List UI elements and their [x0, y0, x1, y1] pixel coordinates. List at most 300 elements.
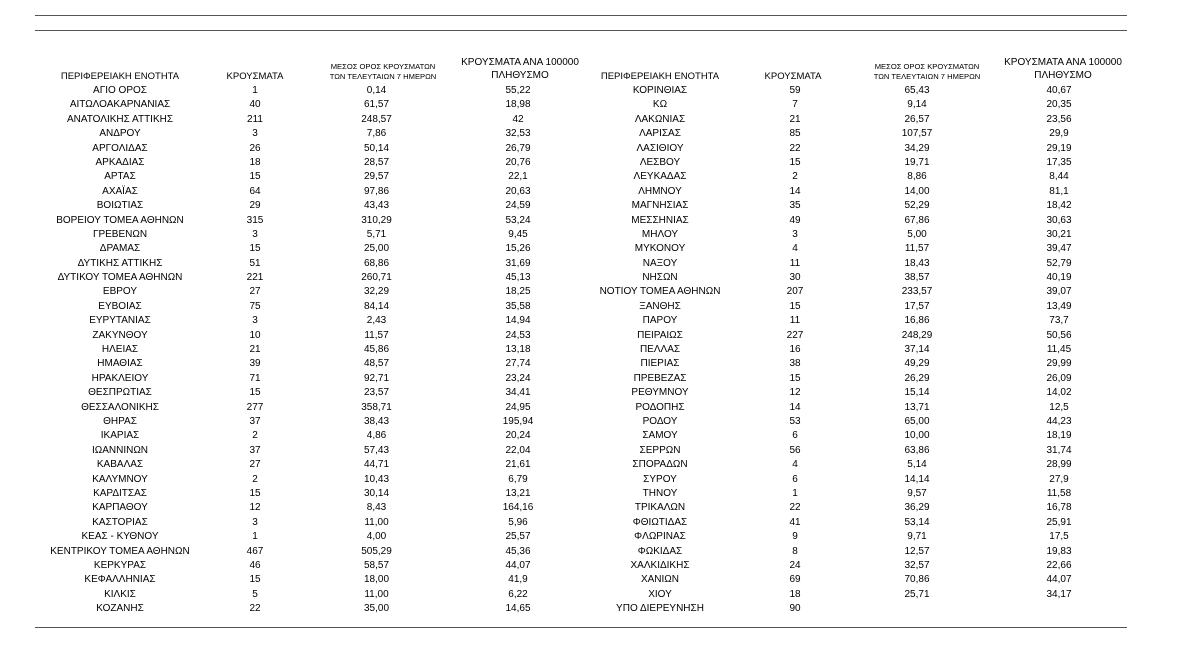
per100k-cell: 195,94 [502, 415, 534, 427]
table-row [35, 257, 588, 271]
cases-cell: 10 [249, 329, 261, 341]
avg7-cell: 38,57 [904, 272, 930, 284]
cases-cell: 211 [247, 113, 263, 125]
avg7-cell: 36,29 [904, 502, 930, 514]
cases-cell: 3 [252, 315, 258, 327]
cases-cell: 3 [252, 128, 258, 140]
per100k-cell: 53,24 [505, 214, 531, 226]
cases-cell: 59 [789, 85, 801, 96]
cases-cell: 29 [249, 200, 261, 212]
avg7-cell: 15,14 [904, 387, 930, 399]
region-cell: ΘΕΣΠΡΩΤΙΑΣ [88, 387, 152, 399]
avg7-cell: 11,57 [364, 329, 389, 341]
region-cell: ΚΑΒΑΛΑΣ [96, 459, 144, 471]
region-cell: ΦΩΚΙΔΑΣ [637, 545, 683, 557]
per100k-cell: 14,02 [1046, 387, 1072, 399]
region-cell: ΚΕΡΚΥΡΑΣ [93, 559, 147, 571]
bottom-rule [35, 627, 1127, 628]
region-cell: ΧΙΟΥ [648, 588, 672, 600]
table-row [575, 516, 1129, 530]
region-cell: ΑΡΚΑΔΙΑΣ [95, 156, 145, 168]
per100k-cell: 19,83 [1046, 545, 1072, 557]
per100k-cell: 27,74 [505, 358, 531, 370]
avg7-cell: 44,71 [363, 459, 390, 471]
cases-cell: 64 [249, 185, 261, 197]
avg7-cell: 26,29 [904, 372, 930, 384]
region-cell: ΛΑΡΙΣΑΣ [639, 128, 681, 140]
table-row [575, 444, 1129, 458]
per100k-cell: 40,19 [1046, 272, 1072, 284]
avg7-cell: 17,57 [904, 300, 930, 312]
table-row [575, 285, 1129, 299]
per100k-cell: 11,45 [1046, 344, 1072, 356]
cases-cell: 69 [789, 574, 801, 586]
cases-cell: 46 [249, 559, 261, 571]
table-row [575, 429, 1129, 443]
avg7-cell: 34,29 [904, 142, 930, 154]
table-row [575, 242, 1129, 256]
cases-cell: 26 [249, 142, 261, 154]
left-header-region: ΠΕΡΙΦΕΡΕΙΑΚΗ ΕΝΟΤΗΤΑ [60, 70, 180, 82]
cases-cell: 7 [792, 99, 798, 111]
region-cell: ΕΥΡΥΤΑΝΙΑΣ [89, 315, 151, 327]
left-header-avg7: ΜΕΣΟΣ ΟΡΟΣ ΚΡΟΥΣΜΑΤΩΝ ΤΩΝ ΤΕΛΕΥΤΑΙΩΝ 7 ΗΜΕΡΩΝ [329, 62, 437, 81]
per100k-cell: 29,9 [1049, 128, 1069, 140]
region-cell: ΒΟΙΩΤΙΑΣ [96, 200, 144, 212]
table-row [575, 113, 1129, 127]
cases-cell: 22 [789, 142, 801, 154]
left-table [35, 84, 588, 616]
region-cell: ΑΝΔΡΟΥ [99, 128, 141, 140]
per100k-cell: 18,42 [1046, 200, 1072, 212]
per100k-cell: 22,04 [505, 444, 531, 456]
cases-cell: 6 [792, 473, 798, 485]
avg7-cell: 9,57 [907, 487, 927, 499]
avg7-cell: 107,57 [901, 128, 933, 140]
avg7-cell: 35,00 [363, 603, 390, 615]
per100k-cell: 81,1 [1049, 185, 1069, 197]
cases-cell: 2 [792, 171, 798, 183]
avg7-cell: 5,14 [907, 459, 927, 471]
table-row [575, 127, 1129, 141]
table-row [35, 285, 588, 299]
avg7-cell: 19,71 [904, 156, 930, 168]
cases-cell: 315 [246, 214, 264, 226]
cases-cell: 15 [249, 171, 261, 183]
cases-cell: 1 [252, 531, 258, 543]
table-row [575, 602, 1129, 616]
avg7-cell: 68,86 [363, 257, 390, 269]
per100k-cell: 44,23 [1046, 415, 1072, 427]
region-cell: ΚΑΡΠΑΘΟΥ [92, 502, 148, 514]
cases-cell: 40 [249, 99, 261, 111]
avg7-cell: 18,43 [904, 257, 930, 269]
table-row [575, 401, 1129, 415]
avg7-cell: 48,57 [363, 358, 390, 370]
region-cell: ΘΗΡΑΣ [103, 415, 137, 427]
table-row [575, 487, 1129, 501]
table-row [575, 357, 1129, 371]
avg7-cell: 2,43 [366, 315, 387, 327]
table-row [35, 501, 588, 515]
region-cell: ΠΑΡΟΥ [642, 315, 678, 327]
cases-cell: 53 [789, 415, 801, 427]
per100k-cell: 73,7 [1049, 315, 1069, 327]
cases-cell: 1 [252, 85, 258, 96]
avg7-cell: 10,00 [904, 430, 930, 442]
region-cell: ΛΗΜΝΟΥ [638, 185, 682, 197]
region-cell: ΙΩΑΝΝΙΝΩΝ [91, 444, 149, 456]
table-row [35, 602, 588, 616]
table-row [35, 357, 588, 371]
region-cell: ΠΡΕΒΕΖΑΣ [633, 372, 687, 384]
table-row [575, 271, 1129, 285]
table-row [575, 257, 1129, 271]
region-cell: ΑΡΓΟΛΙΔΑΣ [92, 142, 148, 154]
table-row [575, 545, 1129, 559]
cases-cell: 15 [249, 487, 261, 499]
region-cell: ΡΟΔΟΥ [642, 415, 678, 427]
avg7-cell: 12,57 [904, 545, 930, 557]
per100k-cell: 14,94 [505, 315, 531, 327]
region-cell: ΗΡΑΚΛΕΙΟΥ [91, 372, 149, 384]
per100k-cell: 45,13 [505, 272, 531, 284]
table-row [35, 113, 588, 127]
per100k-cell: 5,96 [508, 516, 528, 528]
per100k-cell: 44,07 [505, 559, 531, 571]
region-cell: ΣΑΜΟΥ [642, 430, 678, 442]
per100k-cell: 24,95 [505, 401, 531, 413]
table-row [575, 84, 1129, 98]
per100k-cell: 6,79 [508, 473, 528, 485]
per100k-cell: 18,98 [505, 99, 531, 111]
region-cell: ΜΑΓΝΗΣΙΑΣ [631, 200, 689, 212]
region-cell: ΦΛΩΡΙΝΑΣ [634, 531, 686, 543]
region-cell: ΛΑΚΩΝΙΑΣ [634, 113, 686, 125]
per100k-cell: 25,91 [1046, 516, 1072, 528]
per100k-cell: 164,16 [502, 502, 534, 514]
avg7-cell: 4,00 [366, 531, 387, 543]
per100k-cell: 13,49 [1046, 300, 1072, 312]
cases-cell: 15 [789, 372, 801, 384]
per100k-cell: 9,45 [508, 228, 528, 240]
table-row [35, 314, 588, 328]
cases-cell: 3 [792, 228, 798, 240]
table-row [575, 343, 1129, 357]
per100k-cell: 20,35 [1046, 99, 1072, 111]
cases-cell: 51 [249, 257, 261, 269]
table-row [575, 473, 1129, 487]
cases-cell: 207 [786, 286, 804, 298]
cases-cell: 27 [249, 286, 261, 298]
region-cell: ΚΕΑΣ - ΚΥΘΝΟΥ [81, 531, 159, 543]
cases-cell: 41 [789, 516, 801, 528]
avg7-cell: 61,57 [363, 99, 390, 111]
avg7-cell: 70,86 [904, 574, 930, 586]
per100k-cell: 30,21 [1046, 228, 1072, 240]
region-cell: ΡΟΔΟΠΗΣ [635, 401, 685, 413]
per100k-cell: 26,09 [1046, 372, 1072, 384]
per100k-cell: 24,53 [505, 329, 531, 341]
cases-cell: 35 [789, 200, 801, 212]
avg7-cell: 18,00 [363, 574, 390, 586]
region-cell: ΚΑΡΔΙΤΣΑΣ [93, 487, 147, 499]
avg7-cell: 248,29 [901, 329, 933, 341]
region-cell: ΖΑΚΥΝΘΟΥ [92, 329, 148, 341]
avg7-cell: 8,43 [366, 502, 387, 514]
avg7-cell: 92,71 [363, 372, 390, 384]
region-cell: ΝΑΞΟΥ [642, 257, 678, 269]
cases-cell: 22 [249, 603, 261, 615]
per100k-cell: 39,47 [1046, 243, 1072, 255]
left-header-cases: ΚΡΟΥΣΜΑΤΑ [226, 70, 284, 82]
per100k-cell: 30,63 [1046, 214, 1072, 226]
cases-cell: 85 [789, 128, 801, 140]
per100k-cell: 44,07 [1046, 574, 1072, 586]
avg7-cell: 97,86 [363, 185, 390, 197]
per100k-cell: 20,63 [505, 185, 531, 197]
region-cell: ΤΗΝΟΥ [642, 487, 678, 499]
per100k-cell: 28,99 [1046, 459, 1072, 471]
table-row [35, 401, 588, 415]
per100k-cell: 22,1 [508, 171, 528, 183]
table-row [575, 199, 1129, 213]
cases-cell: 277 [246, 401, 264, 413]
per100k-cell: 22,66 [1046, 559, 1072, 571]
cases-cell: 1 [792, 487, 798, 499]
region-cell: ΝΟΤΙΟΥ ΤΟΜΕΑ ΑΘΗΝΩΝ [599, 286, 721, 298]
cases-cell: 22 [789, 502, 801, 514]
cases-cell: 30 [789, 272, 801, 284]
right-table [575, 84, 1129, 616]
region-cell: ΓΡΕΒΕΝΩΝ [92, 228, 148, 240]
right-header-per100k: ΚΡΟΥΣΜΑΤΑ ΑΝΑ 100000 ΠΛΗΘΥΣΜΟ [1004, 57, 1122, 81]
table-row [35, 98, 588, 112]
avg7-cell: 260,71 [361, 272, 392, 284]
avg7-cell: 0,14 [366, 85, 387, 96]
table-row [575, 559, 1129, 573]
table-row [575, 530, 1129, 544]
cases-cell: 14 [789, 401, 801, 413]
cases-cell: 3 [252, 228, 258, 240]
region-cell: ΠΕΙΡΑΙΩΣ [637, 329, 683, 341]
right-header-cases: ΚΡΟΥΣΜΑΤΑ [764, 70, 822, 82]
per100k-cell: 34,41 [505, 387, 531, 399]
cases-cell: 37 [249, 444, 261, 456]
cases-cell: 15 [249, 243, 261, 255]
region-cell: ΛΑΣΙΘΙΟΥ [636, 142, 684, 154]
region-cell: ΗΜΑΘΙΑΣ [97, 358, 143, 370]
region-cell: ΚΟΖΑΝΗΣ [96, 603, 144, 615]
cases-cell: 75 [249, 300, 261, 312]
avg7-cell: 43,43 [363, 200, 390, 212]
table-row [35, 170, 588, 184]
avg7-cell: 505,29 [361, 545, 392, 557]
avg7-cell: 11,00 [364, 588, 389, 600]
table-row [575, 386, 1129, 400]
region-cell: ΧΑΝΙΩΝ [640, 574, 680, 586]
cases-cell: 12 [789, 387, 801, 399]
per100k-cell: 23,56 [1046, 113, 1072, 125]
avg7-cell: 57,43 [363, 444, 390, 456]
avg7-cell: 50,14 [363, 142, 390, 154]
region-cell: ΥΠΟ ΔΙΕΡΕΥΝΗΣΗ [616, 603, 704, 615]
region-cell: ΒΟΡΕΙΟΥ ΤΟΜΕΑ ΑΘΗΝΩΝ [56, 214, 184, 226]
cases-cell: 11 [789, 315, 801, 327]
region-cell: ΕΒΡΟΥ [102, 286, 138, 298]
region-cell: ΚΩ [652, 99, 668, 111]
region-cell: ΚΕΝΤΡΙΚΟΥ ΤΟΜΕΑ ΑΘΗΝΩΝ [50, 545, 190, 557]
avg7-cell: 14,14 [904, 473, 930, 485]
region-cell: ΣΠΟΡΑΔΩΝ [632, 459, 688, 471]
cases-cell: 15 [249, 574, 261, 586]
table-row [575, 170, 1129, 184]
table-row [35, 386, 588, 400]
per100k-cell: 31,69 [505, 257, 531, 269]
avg7-cell: 26,57 [904, 113, 930, 125]
table-row [35, 559, 588, 573]
region-cell: ΔΡΑΜΑΣ [99, 243, 141, 255]
per100k-cell: 50,56 [1046, 329, 1072, 341]
cases-cell: 18 [789, 588, 801, 600]
avg7-cell: 32,57 [904, 559, 930, 571]
cases-cell: 227 [786, 329, 804, 341]
per100k-cell: 29,99 [1046, 358, 1072, 370]
per100k-cell: 42 [512, 113, 524, 125]
table-row [575, 185, 1129, 199]
per100k-cell: 21,61 [505, 459, 531, 471]
avg7-cell: 5,00 [907, 228, 927, 240]
table-row [35, 242, 588, 256]
avg7-cell: 45,86 [363, 344, 390, 356]
table-row [35, 487, 588, 501]
cases-cell: 21 [249, 344, 261, 356]
avg7-cell: 53,14 [904, 516, 930, 528]
cases-cell: 15 [249, 387, 261, 399]
per100k-cell: 31,74 [1046, 444, 1072, 456]
region-cell: ΠΕΛΛΑΣ [639, 344, 681, 356]
avg7-cell: 49,29 [904, 358, 930, 370]
per100k-cell [989, 602, 1129, 616]
table-row [35, 444, 588, 458]
per100k-cell: 20,76 [505, 156, 531, 168]
avg7-cell: 10,43 [363, 473, 390, 485]
table-row [35, 545, 588, 559]
table-row [575, 98, 1129, 112]
table-row [575, 573, 1129, 587]
avg7-cell: 9,14 [907, 99, 927, 111]
per100k-cell: 14,65 [505, 603, 531, 615]
avg7-cell: 32,29 [363, 286, 390, 298]
avg7-cell [845, 602, 989, 616]
table-row [35, 271, 588, 285]
table-row [575, 142, 1129, 156]
avg7-cell: 7,86 [366, 128, 387, 140]
cases-cell: 18 [249, 156, 261, 168]
per100k-cell: 39,07 [1046, 286, 1072, 298]
table-row [35, 573, 588, 587]
table-row [575, 214, 1129, 228]
cases-cell: 4 [792, 243, 798, 255]
cases-cell: 49 [789, 214, 801, 226]
cases-cell: 11 [789, 257, 801, 269]
cases-cell: 90 [789, 603, 801, 615]
table-row [575, 300, 1129, 314]
per100k-cell: 20,24 [505, 430, 531, 442]
cases-cell: 5 [252, 588, 258, 600]
table-row [35, 458, 588, 472]
cases-cell: 27 [249, 459, 261, 471]
table-row [35, 185, 588, 199]
table-row [575, 588, 1129, 602]
per100k-cell: 52,79 [1046, 257, 1072, 269]
region-cell: ΧΑΛΚΙΔΙΚΗΣ [630, 559, 690, 571]
avg7-cell: 28,57 [363, 156, 390, 168]
left-header-per100k: ΚΡΟΥΣΜΑΤΑ ΑΝΑ 100000 ΠΛΗΘΥΣΜΟ [461, 57, 579, 81]
per100k-cell: 45,36 [505, 545, 531, 557]
per100k-cell: 6,22 [508, 588, 528, 600]
per100k-cell: 23,24 [505, 372, 531, 384]
per100k-cell: 18,19 [1046, 430, 1072, 442]
table-row [575, 415, 1129, 429]
avg7-cell: 11,00 [364, 516, 389, 528]
avg7-cell: 310,29 [361, 214, 392, 226]
table-row [35, 473, 588, 487]
table-row [575, 372, 1129, 386]
per100k-cell: 32,53 [505, 128, 531, 140]
region-cell: ΤΡΙΚΑΛΩΝ [634, 502, 686, 514]
cases-cell: 16 [789, 344, 801, 356]
region-cell: ΔΥΤΙΚΟΥ ΤΟΜΕΑ ΑΘΗΝΩΝ [57, 272, 183, 284]
region-cell: ΘΕΣΣΑΛΟΝΙΚΗΣ [81, 401, 159, 413]
region-cell: ΑΝΑΤΟΛΙΚΗΣ ΑΤΤΙΚΗΣ [66, 113, 174, 125]
avg7-cell: 9,71 [907, 531, 927, 543]
table-row [575, 329, 1129, 343]
avg7-cell: 5,71 [366, 228, 387, 240]
per100k-cell: 18,25 [505, 286, 531, 298]
table-row [35, 156, 588, 170]
region-cell: ΗΛΕΙΑΣ [101, 344, 139, 356]
per100k-cell: 8,44 [1049, 171, 1069, 183]
avg7-cell: 16,86 [904, 315, 930, 327]
region-cell: ΑΓΙΟ ΟΡΟΣ [93, 85, 147, 96]
right-header-avg7: ΜΕΣΟΣ ΟΡΟΣ ΚΡΟΥΣΜΑΤΩΝ ΤΩΝ ΤΕΛΕΥΤΑΙΩΝ 7 ΗΜΕΡΩΝ [873, 62, 981, 81]
avg7-cell: 52,29 [904, 200, 930, 212]
avg7-cell: 30,14 [363, 487, 390, 499]
per100k-cell: 40,67 [1046, 85, 1072, 96]
avg7-cell: 65,43 [904, 85, 930, 96]
region-cell: ΜΕΣΣΗΝΙΑΣ [631, 214, 689, 226]
avg7-cell: 65,00 [904, 415, 930, 427]
avg7-cell: 37,14 [904, 344, 930, 356]
per100k-cell: 16,78 [1046, 502, 1072, 514]
cases-cell: 37 [249, 415, 261, 427]
region-cell: ΑΡΤΑΣ [104, 171, 136, 183]
cases-cell: 56 [789, 444, 801, 456]
per100k-cell: 29,19 [1046, 142, 1072, 154]
region-cell: ΡΕΘΥΜΝΟΥ [631, 387, 689, 399]
table-row [35, 516, 588, 530]
region-cell: ΦΘΙΩΤΙΔΑΣ [632, 516, 688, 528]
per100k-cell: 24,59 [505, 200, 531, 212]
avg7-cell: 4,86 [366, 430, 387, 442]
region-cell: ΜΥΚΟΝΟΥ [634, 243, 686, 255]
region-cell: ΜΗΛΟΥ [641, 228, 679, 240]
avg7-cell: 13,71 [904, 401, 930, 413]
table-row [35, 228, 588, 242]
per100k-cell: 41,9 [508, 574, 528, 586]
cases-cell: 21 [789, 113, 801, 125]
